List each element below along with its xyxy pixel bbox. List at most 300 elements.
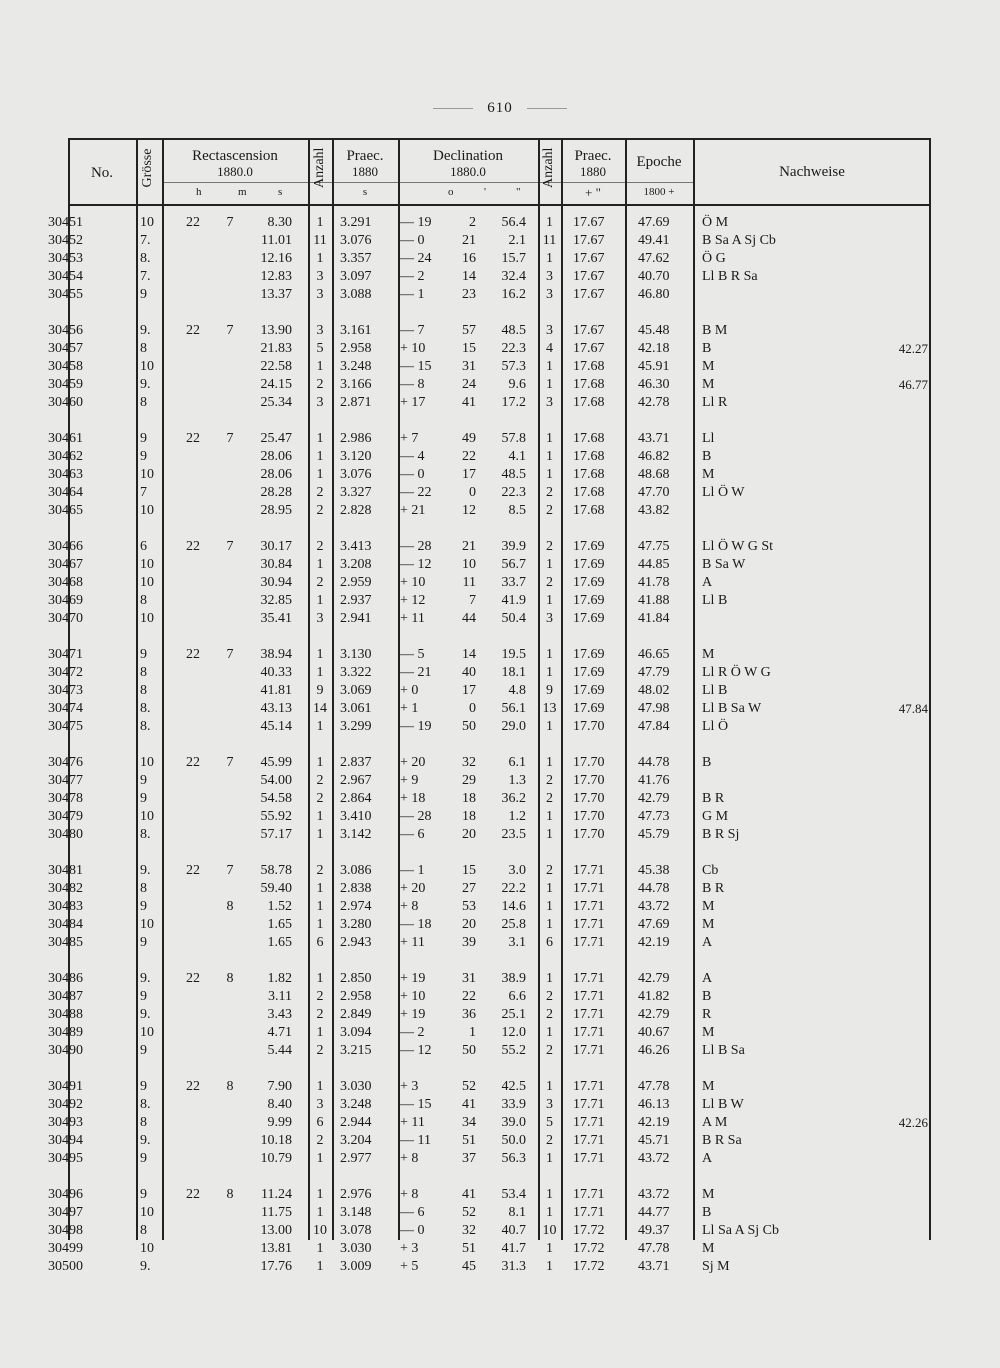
cell-magnitude: 8. [140,719,151,734]
cell-anzahl-decl: 1 [546,881,553,896]
table-row [48,1078,931,1096]
cell-decl-minutes: 1 [469,1025,476,1040]
cell-ra-minutes: 7 [226,755,234,770]
cell-epoche: 42.19 [638,1115,670,1130]
cell-epoche: 46.30 [638,377,670,392]
cell-epoche: 43.71 [638,431,670,446]
cell-decl-degrees: + 3 [400,1241,419,1256]
cell-anzahl-ra: 2 [316,539,324,554]
cell-star-number: 30478 [48,791,83,806]
cell-decl-degrees: + 10 [400,575,426,590]
cell-epoche: 43.82 [638,503,670,518]
cell-praec-ra: 3.130 [340,647,372,662]
cell-decl-seconds: 15.7 [501,251,526,266]
cell-anzahl-ra: 1 [316,449,324,464]
cell-decl-degrees: + 21 [400,503,426,518]
cell-ra-seconds: 1.65 [267,917,292,932]
cell-anzahl-ra: 10 [313,1223,327,1238]
cell-praec-decl: 17.68 [573,395,605,410]
cell-epoche: 47.69 [638,215,670,230]
table-row [48,250,931,268]
cell-praec-decl: 17.71 [573,1133,605,1148]
cell-magnitude: 10 [140,917,154,932]
cell-praec-decl: 17.68 [573,449,605,464]
cell-praec-ra: 2.828 [340,503,372,518]
cell-anzahl-decl: 3 [546,323,553,338]
cell-praec-ra: 3.061 [340,701,372,716]
cell-decl-degrees: — 1 [400,287,425,302]
cell-praec-decl: 17.68 [573,431,605,446]
cell-praec-ra: 3.291 [340,215,372,230]
table-row [48,1150,931,1168]
cell-ra-hours: 22 [186,1079,200,1094]
cell-decl-degrees: + 5 [400,1259,419,1274]
cell-nachweise: Cb [702,863,719,878]
header-decl-unit-sec: " [516,186,521,198]
cell-decl-seconds: 22.3 [501,485,526,500]
cell-anzahl-decl: 1 [546,1187,553,1202]
cell-praec-ra: 2.838 [340,881,372,896]
cell-ra-minutes: 8 [226,1079,234,1094]
table-row [48,610,931,628]
cell-decl-minutes: 29 [462,773,476,788]
cell-anzahl-decl: 1 [546,359,553,374]
cell-anzahl-ra: 1 [316,1025,324,1040]
cell-praec-decl: 17.68 [573,467,605,482]
cell-epoche: 49.41 [638,233,670,248]
cell-anzahl-ra: 3 [316,287,324,302]
cell-magnitude: 9 [140,1151,147,1166]
cell-praec-decl: 17.69 [573,539,605,554]
cell-praec-ra: 3.215 [340,1043,372,1058]
cell-decl-minutes: 37 [462,1151,476,1166]
cell-epoche: 48.02 [638,683,670,698]
table-row [48,682,931,700]
cell-ra-seconds: 59.40 [260,881,292,896]
cell-epoche: 45.91 [638,359,670,374]
cell-star-number: 30492 [48,1097,83,1112]
cell-ra-hours: 22 [186,863,200,878]
cell-anzahl-ra: 1 [316,719,324,734]
header-ra-unit-s: s [278,186,283,198]
cell-anzahl-decl: 3 [546,611,553,626]
cell-epoche: 45.79 [638,827,670,842]
cell-star-number: 30460 [48,395,83,410]
cell-ra-seconds: 12.16 [260,251,292,266]
cell-praec-decl: 17.67 [573,341,605,356]
cell-anzahl-decl: 1 [546,1151,553,1166]
cell-anzahl-decl: 1 [546,1205,553,1220]
cell-anzahl-ra: 6 [316,1115,324,1130]
cell-decl-seconds: 55.2 [501,1043,526,1058]
cell-praec-decl: 17.67 [573,323,605,338]
cell-praec-decl: 17.71 [573,899,605,914]
table-row [48,1222,931,1240]
cell-anzahl-ra: 1 [316,467,324,482]
cell-decl-degrees: — 8 [400,377,425,392]
cell-anzahl-ra: 1 [316,755,324,770]
cell-anzahl-decl: 2 [546,791,553,806]
cell-magnitude: 10 [140,611,154,626]
cell-anzahl-ra: 6 [316,935,324,950]
cell-star-number: 30480 [48,827,83,842]
cell-decl-seconds: 36.2 [501,791,526,806]
cell-ra-hours: 22 [186,971,200,986]
cell-ra-seconds: 1.82 [267,971,292,986]
cell-anzahl-decl: 1 [546,719,553,734]
cell-epoche: 46.13 [638,1097,670,1112]
cell-anzahl-ra: 1 [316,1079,324,1094]
cell-nachweise: B R Sj [702,827,740,842]
table-row [48,880,931,898]
cell-star-number: 30455 [48,287,83,302]
cell-anzahl-ra: 1 [316,359,324,374]
header-no: No. [90,165,114,181]
cell-star-number: 30461 [48,431,83,446]
table-row [48,430,931,448]
cell-magnitude: 6 [140,539,147,554]
cell-star-number: 30481 [48,863,83,878]
cell-decl-minutes: 12 [462,503,476,518]
cell-nachweise: Ll Ö W [702,485,745,500]
cell-ra-minutes: 7 [226,539,234,554]
cell-magnitude: 9. [140,1259,151,1274]
cell-ra-seconds: 9.99 [267,1115,292,1130]
cell-anzahl-ra: 1 [316,917,324,932]
cell-nachweise: G M [702,809,729,824]
table-row [48,1240,931,1258]
cell-decl-seconds: 14.6 [501,899,526,914]
header-decl-unit-min: ' [484,186,486,198]
cell-margin-note: 46.77 [898,377,928,392]
cell-decl-seconds: 4.1 [508,449,526,464]
table-row [48,808,931,826]
cell-praec-ra: 2.967 [340,773,372,788]
cell-epoche: 47.78 [638,1241,670,1256]
cell-praec-decl: 17.71 [573,1187,605,1202]
cell-magnitude: 9 [140,449,147,464]
cell-praec-decl: 17.69 [573,683,605,698]
cell-praec-decl: 17.72 [573,1241,605,1256]
table-row [48,1258,931,1276]
cell-ra-seconds: 10.79 [260,1151,292,1166]
cell-anzahl-decl: 1 [546,647,553,662]
cell-decl-minutes: 27 [462,881,476,896]
cell-ra-seconds: 1.52 [267,899,292,914]
cell-anzahl-ra: 1 [316,431,324,446]
header-ra-unit-m: m [238,186,247,198]
cell-anzahl-ra: 3 [316,611,324,626]
cell-star-number: 30467 [48,557,83,572]
cell-decl-degrees: — 5 [400,647,425,662]
cell-nachweise: B [702,989,712,1004]
cell-anzahl-decl: 6 [546,935,553,950]
cell-nachweise: A M [702,1115,728,1130]
page-number: 610 [0,100,1000,117]
cell-decl-seconds: 39.9 [501,539,526,554]
cell-nachweise: A [702,575,713,590]
cell-star-number: 30464 [48,485,83,500]
cell-praec-decl: 17.71 [573,935,605,950]
cell-epoche: 48.68 [638,467,670,482]
cell-decl-minutes: 32 [462,755,476,770]
cell-decl-degrees: — 24 [400,251,432,266]
cell-decl-minutes: 49 [462,431,476,446]
table-row [48,718,931,736]
cell-decl-seconds: 8.1 [508,1205,526,1220]
cell-star-number: 30469 [48,593,83,608]
cell-magnitude: 9. [140,323,151,338]
cell-ra-seconds: 55.92 [260,809,292,824]
table-row [48,898,931,916]
cell-anzahl-decl: 1 [546,665,553,680]
cell-praec-decl: 17.67 [573,215,605,230]
cell-decl-degrees: + 20 [400,881,426,896]
cell-star-number: 30471 [48,647,83,662]
cell-nachweise: B M [702,323,728,338]
cell-ra-seconds: 45.14 [260,719,292,734]
cell-ra-seconds: 10.18 [260,1133,292,1148]
cell-anzahl-ra: 1 [316,593,324,608]
cell-praec-ra: 3.204 [340,1133,372,1148]
cell-praec-ra: 2.958 [340,989,372,1004]
cell-epoche: 47.75 [638,539,670,554]
cell-decl-degrees: + 9 [400,773,419,788]
cell-star-number: 30495 [48,1151,83,1166]
cell-anzahl-decl: 1 [546,215,553,230]
star-catalogue-table [48,138,931,1274]
cell-magnitude: 9. [140,377,151,392]
cell-decl-seconds: 22.2 [501,881,526,896]
cell-ra-seconds: 22.58 [260,359,292,374]
cell-decl-minutes: 31 [462,359,476,374]
cell-decl-degrees: + 20 [400,755,426,770]
cell-ra-hours: 22 [186,323,200,338]
cell-decl-minutes: 31 [462,971,476,986]
row-group [48,1078,931,1186]
header-bottom-rule [68,204,931,206]
cell-praec-decl: 17.69 [573,557,605,572]
cell-nachweise: Ö G [702,251,726,266]
cell-magnitude: 9 [140,989,147,1004]
cell-star-number: 30468 [48,575,83,590]
cell-ra-minutes: 8 [226,1187,234,1202]
cell-magnitude: 10 [140,809,154,824]
cell-decl-seconds: 31.3 [501,1259,526,1274]
cell-praec-decl: 17.71 [573,1097,605,1112]
cell-epoche: 45.48 [638,323,670,338]
cell-decl-minutes: 0 [469,701,476,716]
cell-epoche: 42.18 [638,341,670,356]
cell-magnitude: 8. [140,251,151,266]
cell-praec-decl: 17.71 [573,917,605,932]
cell-magnitude: 10 [140,1025,154,1040]
cell-decl-seconds: 22.3 [501,341,526,356]
cell-decl-seconds: 9.6 [508,377,526,392]
cell-anzahl-decl: 3 [546,1097,553,1112]
row-group [48,646,931,754]
cell-magnitude: 8 [140,683,147,698]
cell-praec-decl: 17.67 [573,251,605,266]
cell-star-number: 30474 [48,701,83,716]
cell-epoche: 41.88 [638,593,670,608]
cell-epoche: 46.26 [638,1043,670,1058]
cell-epoche: 43.71 [638,1259,670,1274]
table-row [48,376,931,394]
cell-decl-degrees: — 19 [400,719,432,734]
cell-decl-minutes: 7 [469,593,476,608]
cell-epoche: 44.78 [638,881,670,896]
cell-anzahl-ra: 2 [316,1043,324,1058]
cell-nachweise: Ll B R Sa [702,269,758,284]
cell-decl-seconds: 23.5 [501,827,526,842]
cell-decl-minutes: 51 [462,1133,476,1148]
cell-decl-seconds: 56.7 [501,557,526,572]
cell-anzahl-ra: 1 [316,809,324,824]
cell-star-number: 30477 [48,773,83,788]
cell-praec-decl: 17.70 [573,719,605,734]
cell-star-number: 30487 [48,989,83,1004]
cell-anzahl-ra: 3 [316,323,324,338]
cell-decl-degrees: — 15 [400,1097,432,1112]
cell-magnitude: 10 [140,467,154,482]
cell-decl-degrees: — 0 [400,1223,425,1238]
cell-ra-seconds: 28.06 [260,467,292,482]
cell-anzahl-ra: 1 [316,251,324,266]
cell-decl-minutes: 44 [462,611,476,626]
cell-star-number: 30496 [48,1187,83,1202]
cell-decl-degrees: — 4 [400,449,425,464]
cell-praec-decl: 17.71 [573,1079,605,1094]
cell-anzahl-ra: 11 [313,233,327,248]
cell-magnitude: 8 [140,341,147,356]
cell-anzahl-decl: 1 [546,827,553,842]
cell-praec-decl: 17.71 [573,863,605,878]
row-group [48,754,931,862]
table-row [48,790,931,808]
cell-decl-minutes: 17 [462,683,476,698]
cell-nachweise: A [702,971,713,986]
cell-anzahl-ra: 2 [316,1007,324,1022]
cell-anzahl-decl: 1 [546,1259,553,1274]
cell-ra-seconds: 41.81 [260,683,292,698]
cell-ra-seconds: 38.94 [260,647,292,662]
cell-decl-seconds: 4.8 [508,683,526,698]
cell-anzahl-ra: 14 [313,701,327,716]
cell-praec-ra: 2.977 [340,1151,372,1166]
cell-anzahl-decl: 1 [546,377,553,392]
header-groesse: Grösse [140,148,155,188]
cell-ra-seconds: 3.43 [267,1007,292,1022]
cell-magnitude: 9 [140,791,147,806]
cell-decl-seconds: 29.0 [501,719,526,734]
cell-margin-note: 42.27 [898,341,928,356]
cell-magnitude: 10 [140,359,154,374]
cell-decl-degrees: — 28 [400,809,432,824]
row-group [48,214,931,322]
cell-decl-minutes: 36 [462,1007,476,1022]
cell-nachweise: B [702,341,712,356]
cell-decl-degrees: + 17 [400,395,426,410]
cell-nachweise: Ö M [702,215,729,230]
cell-ra-minutes: 7 [226,647,234,662]
table-row [48,1024,931,1042]
cell-praec-decl: 17.71 [573,1205,605,1220]
cell-star-number: 30498 [48,1223,83,1238]
cell-anzahl-ra: 3 [316,269,324,284]
table-row [48,340,931,358]
table-row [48,268,931,286]
cell-praec-decl: 17.71 [573,989,605,1004]
cell-margin-note: 42.26 [898,1115,928,1130]
cell-ra-seconds: 5.44 [267,1043,292,1058]
cell-ra-seconds: 25.47 [260,431,292,446]
cell-praec-ra: 2.941 [340,611,372,626]
cell-decl-seconds: 38.9 [501,971,526,986]
cell-ra-seconds: 13.37 [260,287,292,302]
cell-praec-decl: 17.69 [573,575,605,590]
cell-ra-seconds: 28.95 [260,503,292,518]
cell-decl-seconds: 50.4 [501,611,526,626]
cell-epoche: 44.78 [638,755,670,770]
cell-magnitude: 10 [140,575,154,590]
row-group [48,862,931,970]
cell-decl-minutes: 41 [462,1187,476,1202]
cell-decl-minutes: 11 [462,575,476,590]
cell-decl-minutes: 22 [462,989,476,1004]
cell-star-number: 30491 [48,1079,83,1094]
cell-praec-ra: 3.280 [340,917,372,932]
cell-epoche: 47.69 [638,917,670,932]
cell-ra-seconds: 7.90 [267,1079,292,1094]
cell-praec-ra: 2.943 [340,935,372,950]
cell-praec-decl: 17.68 [573,359,605,374]
cell-praec-decl: 17.70 [573,827,605,842]
cell-star-number: 30490 [48,1043,83,1058]
header-anzahl-2: Anzahl [541,147,556,188]
cell-ra-minutes: 8 [226,899,234,914]
cell-star-number: 30484 [48,917,83,932]
table-row [48,214,931,232]
cell-praec-ra: 3.327 [340,485,372,500]
cell-ra-seconds: 11.24 [261,1187,292,1202]
cell-anzahl-ra: 5 [316,341,324,356]
cell-nachweise: M [702,1187,715,1202]
table-row [48,358,931,376]
cell-praec-ra: 3.076 [340,467,372,482]
cell-decl-minutes: 41 [462,395,476,410]
cell-nachweise: Ll B [702,683,728,698]
table-row [48,772,931,790]
cell-decl-minutes: 2 [469,215,476,230]
cell-praec-ra: 3.069 [340,683,372,698]
cell-anzahl-ra: 2 [316,503,324,518]
header-ra-epoch: 1880.0 [217,164,253,179]
table-row [48,448,931,466]
cell-ra-seconds: 57.17 [260,827,292,842]
table-row [48,1096,931,1114]
cell-epoche: 44.85 [638,557,670,572]
row-group [48,1186,931,1294]
cell-anzahl-decl: 1 [546,809,553,824]
cell-decl-degrees: + 0 [400,683,419,698]
cell-epoche: 46.80 [638,287,670,302]
cell-epoche: 41.84 [638,611,670,626]
cell-nachweise: B Sa A Sj Cb [702,233,776,248]
cell-praec-ra: 2.944 [340,1115,372,1130]
cell-epoche: 47.79 [638,665,670,680]
cell-decl-minutes: 53 [462,899,476,914]
